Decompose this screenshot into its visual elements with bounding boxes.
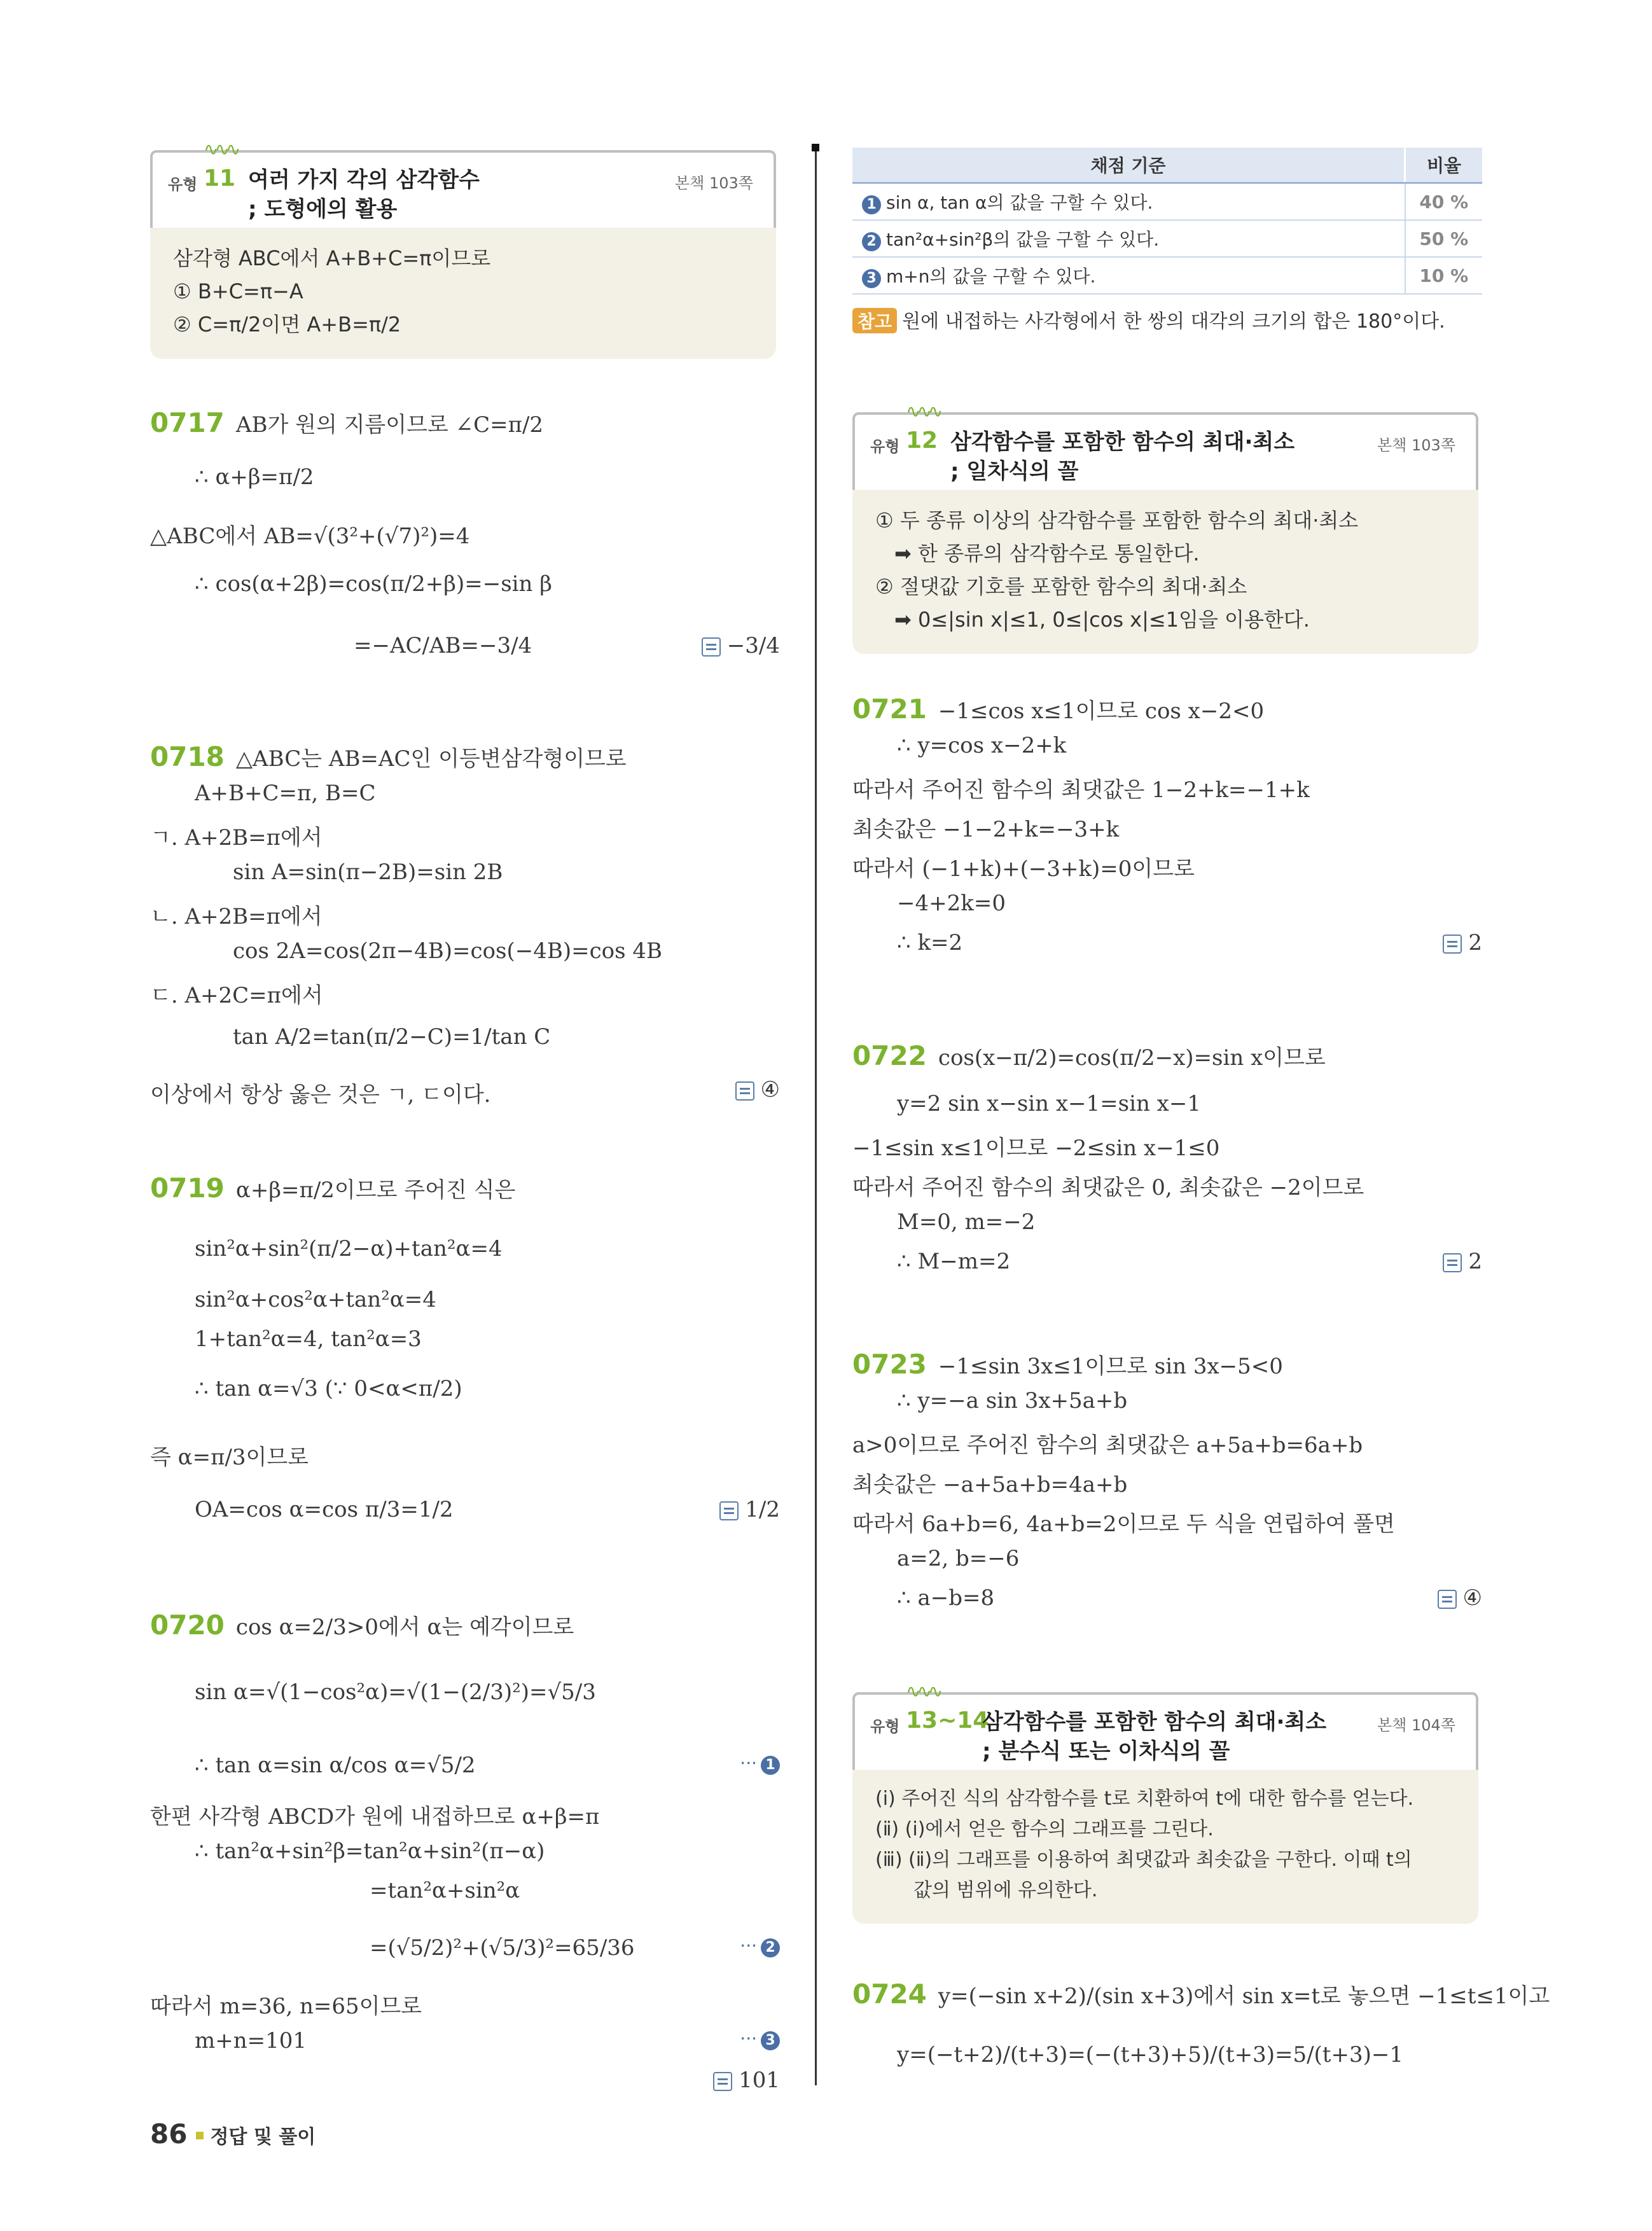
step-marker-2: ··· 2 [740,1935,780,1957]
topic-header [852,1681,1478,1770]
topic-title: 여러 가지 각의 삼각함수 ; 도형에의 활용 [248,167,480,222]
answer-icon [1443,935,1462,954]
table-row: 2 tan²α+sin²β의 값을 구할 수 있다. 50 % [852,220,1482,257]
problem-number: 0719 [150,1172,225,1204]
book-reference: 본책 104쪽 [1377,1716,1455,1734]
type-number: 12 [906,427,938,454]
table-header: 채점 기준 [852,148,1405,183]
topic-title: 삼각함수를 포함한 함수의 최대·최소 ; 일차식의 꼴 [950,429,1295,484]
topic-title: 삼각함수를 포함한 함수의 최대·최소 ; 분수식 또는 이차식의 꼴 [982,1709,1327,1764]
footer-square-icon [196,2132,204,2139]
book-reference: 본책 103쪽 [675,174,753,192]
page-number: 86 [150,2118,188,2150]
step-marker-3: ··· 3 [740,2028,780,2050]
topic-header [150,139,776,228]
answer: ④ [735,1077,780,1102]
answer-icon [735,1081,754,1101]
answer-icon [702,637,721,657]
answer: ④ [1438,1585,1482,1611]
topic-box-13-14 [852,1681,1478,1924]
topic-header [852,401,1478,490]
scoring-table [852,148,1482,295]
topic-box-11 [150,139,776,359]
answer-icon [1443,1253,1462,1272]
type-number: 13∼14 [906,1707,989,1734]
note: 참고 원에 내접하는 사각형에서 한 쌍의 대각의 크기의 합은 180°이다. [852,305,1445,333]
type-number: 11 [204,165,236,191]
problem-number: 0724 [852,1978,927,2010]
note-tag: 참고 [852,308,897,333]
problem-number: 0721 [852,693,927,725]
table-header: 비율 [1405,148,1483,183]
answer-icon [713,2072,732,2091]
zigzag-icon: ∿∿∿ [906,401,940,422]
answer: 2 [1443,1249,1482,1274]
problem-number: 0720 [150,1609,225,1641]
table-row: 3 m+n의 값을 구할 수 있다. 10 % [852,257,1482,294]
problem-number: 0723 [852,1349,927,1380]
footer-label: 정답 및 풀이 [210,2126,316,2148]
column-divider [815,145,817,2085]
answer: −3/4 [702,633,780,658]
book-reference: 본책 103쪽 [1377,436,1455,454]
page-footer [150,2118,316,2150]
type-label: 유형 [870,438,900,455]
problem-number: 0722 [852,1040,927,1071]
topic-body: (ⅰ) 주어진 식의 삼각함수를 t로 치환하여 t에 대한 함수를 얻는다. (ⅱ) (ⅰ)에서 얻은 함수의 그래프를 그린다. (ⅲ) (ⅱ)의 그래프를 이용하여 최댓값과 최솟값을 구한다. 이때 t의 값의 범위에 유의한다. [852,1770,1478,1924]
type-label: 유형 [168,176,198,193]
problem-number: 0717 [150,407,225,438]
topic-body: 삼각형 ABC에서 A+B+C=π이므로 ① B+C=π−A ② C=π/2이면 A+B=π/2 [150,228,776,359]
topic-box-12 [852,401,1478,654]
topic-body: ① 두 종류 이상의 삼각함수를 포함한 함수의 최대·최소 ➡ 한 종류의 삼각함수로 통일한다. ② 절댓값 기호를 포함한 함수의 최대·최소 ➡ 0≤|sin x|≤1, 0≤|cos x|≤1임을 이용한다. [852,490,1478,654]
step-marker-1: ··· 1 [740,1753,780,1775]
zigzag-icon: ∿∿∿ [204,139,237,160]
answer-icon [1438,1590,1457,1609]
column-divider-dot [812,144,819,151]
problem-number: 0718 [150,741,225,772]
table-row: 1 sin α, tan α의 값을 구할 수 있다. 40 % [852,183,1482,221]
type-label: 유형 [870,1718,900,1735]
answer: 2 [1443,930,1482,956]
answer: 1/2 [719,1497,780,1522]
zigzag-icon: ∿∿∿ [906,1681,940,1702]
answer: 101 [713,2068,780,2093]
answer-icon [719,1501,739,1520]
